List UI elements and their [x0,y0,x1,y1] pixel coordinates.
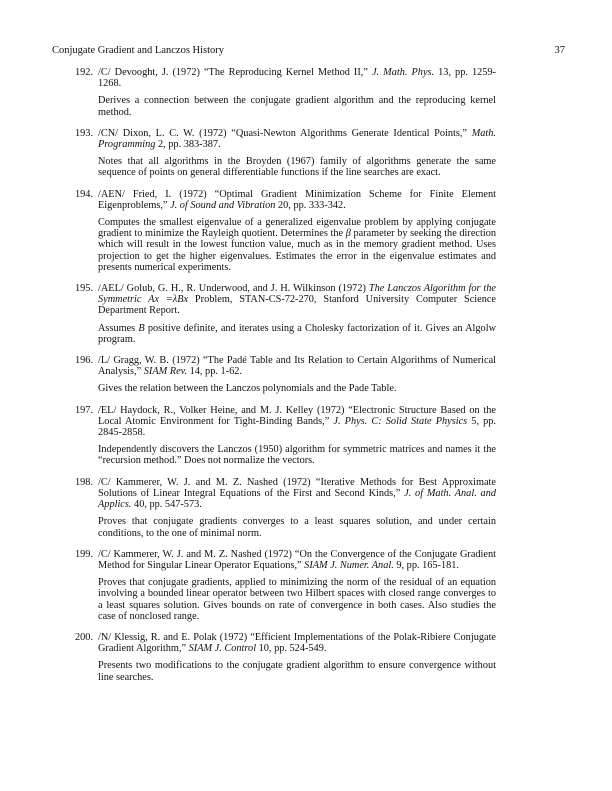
bibliography-entry [75,67,496,122]
entry-citation [98,67,496,89]
text-segment: Problem, STAN-CS-72-270, Stanford University Computer Science Department Report. [98,294,496,317]
text-segment: /CN/ Dixon, L. C. W. (1972) “Quasi-Newton Algorithms Generate Identical Points,” [98,127,472,139]
italic-text: Math. Programming [98,127,496,151]
italic-text: J. Phys. C: Solid State Physics [333,415,468,427]
entry-body [98,549,496,626]
entry-number: 195. [75,283,94,295]
entry-citation [98,549,496,571]
entry-annotation [98,577,496,622]
page-header [52,45,565,56]
text-segment: /C/ Kammerer, W. J. and M. Z. Nashed (1972) “On the Convergence of the Conjugate Gradient Method for Singular Linear Operator Equations,” [98,548,496,571]
text-segment: 20, pp. 333-342. [275,199,346,211]
entry-number: 196. [75,355,94,367]
entry-number: 198. [75,476,94,488]
italic-text: SIAM J. Numer. Anal. [304,559,394,571]
text-segment: 13, pp. 1259-1268. [98,67,496,90]
bibliography-entry [75,355,496,399]
entry-annotation [98,156,496,178]
bibliography-entry [75,283,496,349]
entry-annotation [98,516,496,538]
italic-text: β [345,228,351,240]
bibliography-list [75,67,496,693]
italic-text: J. Math. Phys. [371,67,435,78]
text-segment: /L/ Gragg, W. B. (1972) “The Padé Table and Its Relation to Certain Algorithms of Numerical Analysis,” [98,355,496,378]
italic-text: B [138,322,145,334]
text-segment: /AEN/ Fried, I. (1972) “Optimal Gradient Minimization Scheme for Finite Element Eigenproblems,” [98,188,496,211]
text-segment: /C/ Kammerer, W. J. and M. Z. Nashed (1972) “Iterative Methods for Best Approximate Solutions of Linear Integral Equations of the First and Second Kinds,” [98,476,496,499]
entry-annotation [98,444,496,466]
text-segment: 14, pp. 1-62. [187,366,242,378]
text-segment: positive definite, and iterates using a Cholesky factorization of it. Gives an Algolw program. [98,322,497,345]
entry-number: 197. [75,404,94,416]
text-segment: /AEL/ Golub, G. H., R. Underwood, and J. H. Wilkinson (1972) [98,283,369,295]
text-segment: Assumes [98,322,139,334]
entry-number: 194. [75,188,94,200]
entry-number: 192. [75,67,94,78]
text-segment: Derives a connection between the conjugate gradient algorithm and the reproducing kernel method. [98,95,496,118]
text-segment: 2, pp. 383-387. [155,139,221,151]
entry-citation [98,632,496,654]
entry-number: 200. [75,631,94,643]
entry-body [98,283,496,349]
text-segment: Proves that conjugate gradients converges to a least squares solution, and under certain conditions, to the one of minimal norm. [98,516,496,539]
text-segment: /N/ Klessig, R. and E. Polak (1972) “Efficient Implementations of the Polak-Ribiere Conjugate Gradient Algorithm,” [98,631,496,655]
italic-text: SIAM Rev. [143,366,188,378]
text-segment: parameter by seeking the direction which will result in the lowest function value, much as in the memory gradient method. Uses projection to get the higher eigenvalues. Estimates the error in the eigenvalue estimates and presents numerical experiments. [98,228,496,273]
entry-citation [98,477,496,511]
italic-text: J. of Math. Anal. and Applics. [98,487,496,511]
text-segment: 40, pp. 547-573. [131,499,202,511]
text-segment: /C/ Devooght, J. (1972) “The Reproducing Kernel Method II,” [98,67,372,78]
entry-body [98,189,496,277]
text-segment: Notes that all algorithms in the Broyden (1967) family of algorithms generate the same sequence of points on general differentiable functions if the line searches are exact. [98,156,496,179]
text-segment: Computes the smallest eigenvalue of a generalized eigenvalue problem by applying conjugate gradient to minimize the Rayleigh quotient. Determines the [98,217,496,240]
page-number: 37 [554,45,565,56]
italic-text: The Lanczos Algorithm for the Symmetric Ax =λBx [98,283,496,306]
entry-body [98,632,496,687]
text-segment: 5, pp. 2845-2858. [98,415,496,439]
entry-body [98,128,496,183]
entry-annotation [98,323,496,345]
entry-citation [98,283,496,317]
text-segment: Gives the relation between the Lanczos polynomials and the Pade Table. [98,383,397,395]
entry-citation [98,355,496,377]
running-title: Conjugate Gradient and Lanczos History [52,45,225,56]
text-segment: Proves that conjugate gradients, applied to minimizing the norm of the residual of an equation involving a bounded linear operator between two Hilbert spaces with closed range converges to a least squares solution. Gives bounds on rate of convergence in both cases. Also studies the case of nonclosed range. [98,577,496,622]
text-segment: /EL/ Haydock, R., Volker Heine, and M. J. Kelley (1972) “Electronic Structure Based on the Local Atomic Environment for Tight-Binding Bands,” [98,404,496,427]
text-segment: Presents two modifications to the conjugate gradient algorithm to ensure convergence without line searches. [98,660,496,683]
bibliography-entry [75,549,496,626]
entry-body [98,477,496,543]
entry-citation [98,405,496,439]
entry-citation [98,189,496,211]
bibliography-entry [75,405,496,471]
entry-number: 193. [75,127,94,139]
bibliography-entry [75,128,496,183]
entry-body [98,355,496,399]
bibliography-entry [75,632,496,687]
entry-annotation [98,217,496,273]
text-segment: Independently discovers the Lanczos (1950) algorithm for symmetric matrices and names it the “recursion method.” Does not normalize the vectors. [98,444,496,467]
entry-citation [98,128,496,150]
italic-text: SIAM J. Control [188,643,257,655]
entry-body [98,405,496,471]
text-segment: 9, pp. 165-181. [393,559,460,571]
entry-annotation [98,660,496,682]
text-segment: 10, pp. 524-549. [256,643,327,655]
bibliography-entry [75,189,496,277]
bibliography-entry [75,477,496,543]
entry-annotation [98,383,496,394]
entry-annotation [98,95,496,117]
entry-body [98,67,496,122]
entry-number: 199. [75,548,94,560]
italic-text: J. of Sound and Vibration [170,199,276,211]
